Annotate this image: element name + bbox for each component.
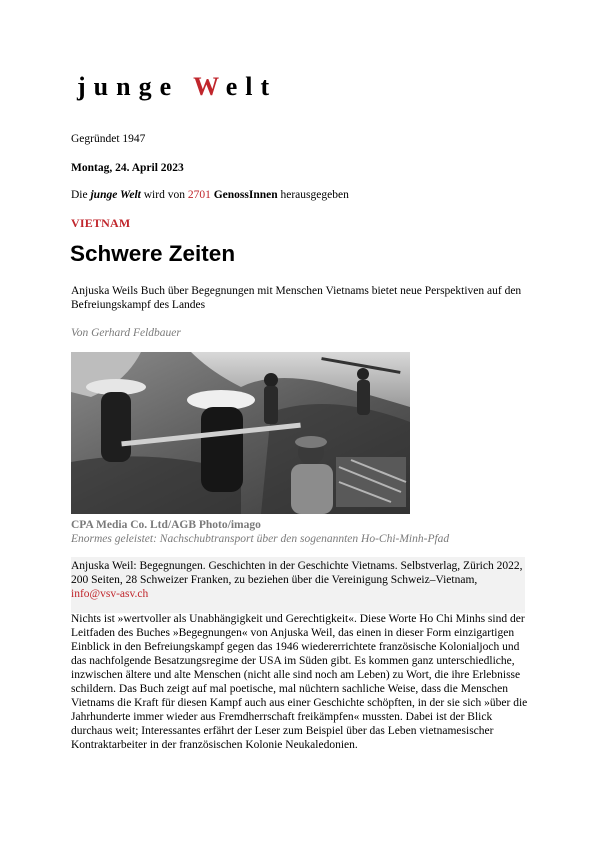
book-info [71, 559, 525, 601]
photo-caption: Enormes geleistet: Nachschubtransport über den sogenannten Ho-Chi-Minh-Pfad [71, 533, 450, 545]
publisher-prefix: Die [71, 189, 91, 201]
article-teaser: Anjuska Weils Buch über Begegnungen mit Menschen Vietnams bietet neue Perspektiven auf den Befreiungskampf des Landes [71, 285, 522, 311]
publisher-suffix: herausgegeben [277, 189, 349, 201]
book-info-box [71, 557, 525, 613]
article-author: Von Gerhard Feldbauer [71, 327, 181, 339]
issue-date: Montag, 24. April 2023 [71, 162, 184, 174]
logo-part-elt: elt [225, 72, 278, 101]
logo-letter-w: W [193, 72, 226, 101]
owners-label: GenossInnen [213, 189, 278, 201]
owner-count: 2701 [187, 189, 211, 201]
article-kicker[interactable]: VIETNAM [71, 216, 131, 230]
masthead-logo[interactable] [77, 72, 277, 102]
article-headline: Schwere Zeiten [70, 241, 236, 266]
publisher-line [71, 188, 349, 202]
article-photo [71, 352, 410, 514]
photo-credit: CPA Media Co. Ltd/AGB Photo/imago [71, 519, 261, 531]
book-email-link[interactable]: info@vsv-asv.ch [71, 588, 149, 600]
publisher-mid: wird von [140, 189, 188, 201]
logo-part-junge: junge [77, 72, 194, 101]
paper-name: junge Welt [90, 189, 141, 201]
book-info-text: Anjuska Weil: Begegnungen. Geschichten in der Geschichte Vietnams. Selbstverlag, Zürich 2022, 200 Seiten, 28 Schweizer Franken, zu beziehen über die Vereinigung Schweiz–Vietnam, [71, 560, 523, 586]
article-body: Nichts ist »wertvoller als Unabhängigkeit und Gerechtigkeit«. Diese Worte Ho Chi Minhs sind der Leitfaden des Buches »Begegnungen« von Anjuska Weil, das einen in dieser Form einzigartigen Einblick in den Befreiungskampf gegen das 1946 wiedererrichtete französische Kolonialjoch und das nachfolgende Besatzungsregime der USA im Süden gibt. Es kommen ganz unterschiedliche, inzwischen ältere und alte Menschen (nicht alle sind noch am Leben) zu Wort, die ihre Erlebnisse schildern. Das Buch zeigt auf mal poetische, mal nüchtern sachliche Weise, dass die Menschen Vietnams die Kraft für diesen Kampf auch aus einer Geschichte schöpften, in der sie sich »über die Jahrhunderte immer wieder aus Fremdherrschaft freikämpfen« mussten. Dabei ist der Blick durchaus weit; Interessantes erfährt der Leser zum Beispiel über das Leben vietnamesischer Kontraktarbeiter in der französischen Kolonie Neukaledonien. [71, 613, 528, 751]
founded-line: Gegründet 1947 [71, 133, 146, 145]
